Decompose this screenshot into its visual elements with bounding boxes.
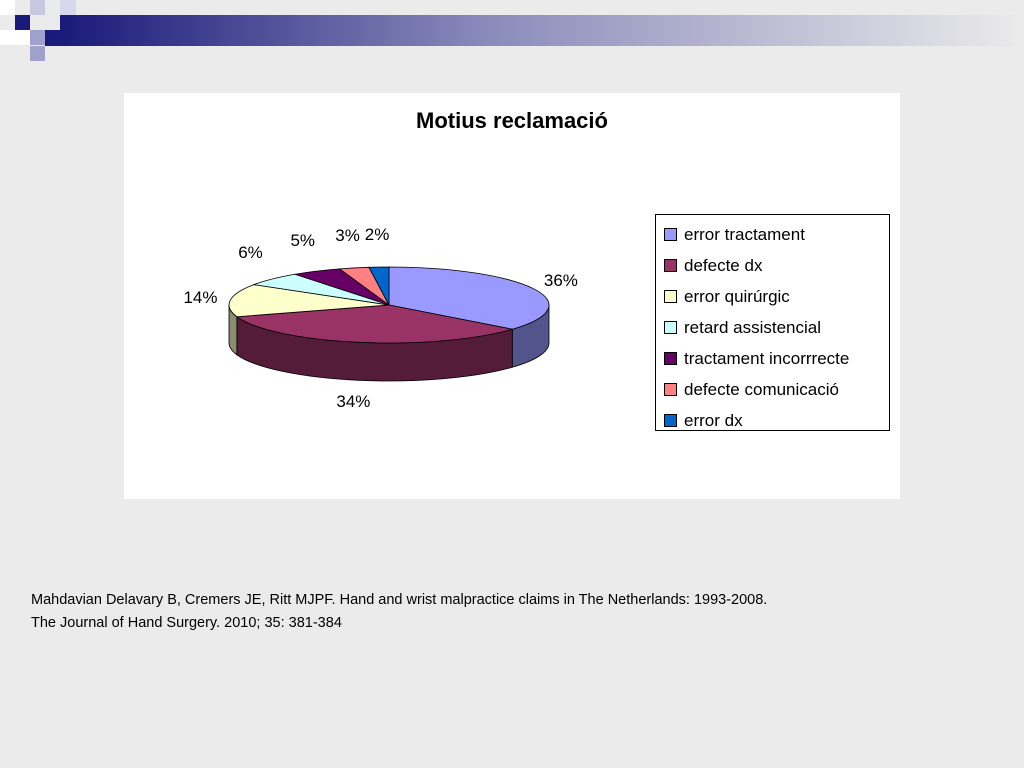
citation-line-2: The Journal of Hand Surgery. 2010; 35: 381-384 — [31, 615, 342, 631]
legend-label: retard assistencial — [684, 317, 822, 337]
legend-label: error quirúrgic — [684, 286, 790, 306]
legend-item — [656, 250, 889, 281]
data-label-2: 14% — [183, 287, 218, 307]
legend-label: defecte dx — [684, 255, 763, 275]
corner-square — [15, 15, 30, 30]
chart-title: Motius reclamació — [416, 108, 608, 133]
legend-swatch — [664, 352, 677, 365]
legend-swatch — [664, 290, 677, 303]
legend-label: error tractament — [684, 224, 805, 244]
legend — [655, 214, 890, 431]
data-label-6: 2% — [364, 225, 390, 245]
citation-line-1: Mahdavian Delavary B, Cremers JE, Ritt MJPF. Hand and wrist malpractice claims in The Netherlands: 1993-2008. — [31, 592, 768, 608]
legend-item — [656, 219, 889, 250]
legend-label: tractament incorrrecte — [684, 348, 850, 368]
data-label-3: 6% — [238, 242, 263, 262]
data-label-5: 3% — [335, 226, 360, 246]
legend-swatch — [664, 259, 677, 272]
legend-item — [656, 374, 889, 405]
data-label-4: 5% — [290, 231, 316, 251]
legend-item — [656, 343, 889, 374]
data-label-0: 36% — [543, 271, 578, 291]
legend-swatch — [664, 321, 677, 334]
legend-swatch — [664, 414, 677, 427]
legend-item — [656, 281, 889, 312]
citation — [31, 589, 991, 635]
data-label-1: 34% — [336, 392, 371, 411]
legend-item — [656, 405, 889, 436]
chart-area — [124, 93, 900, 499]
legend-swatch — [664, 228, 677, 241]
legend-label: error dx — [684, 410, 743, 430]
legend-swatch — [664, 383, 677, 396]
header-gradient-band — [60, 15, 1024, 46]
legend-item — [656, 312, 889, 343]
legend-label: defecte comunicació — [684, 379, 839, 399]
corner-decoration — [0, 0, 1024, 62]
